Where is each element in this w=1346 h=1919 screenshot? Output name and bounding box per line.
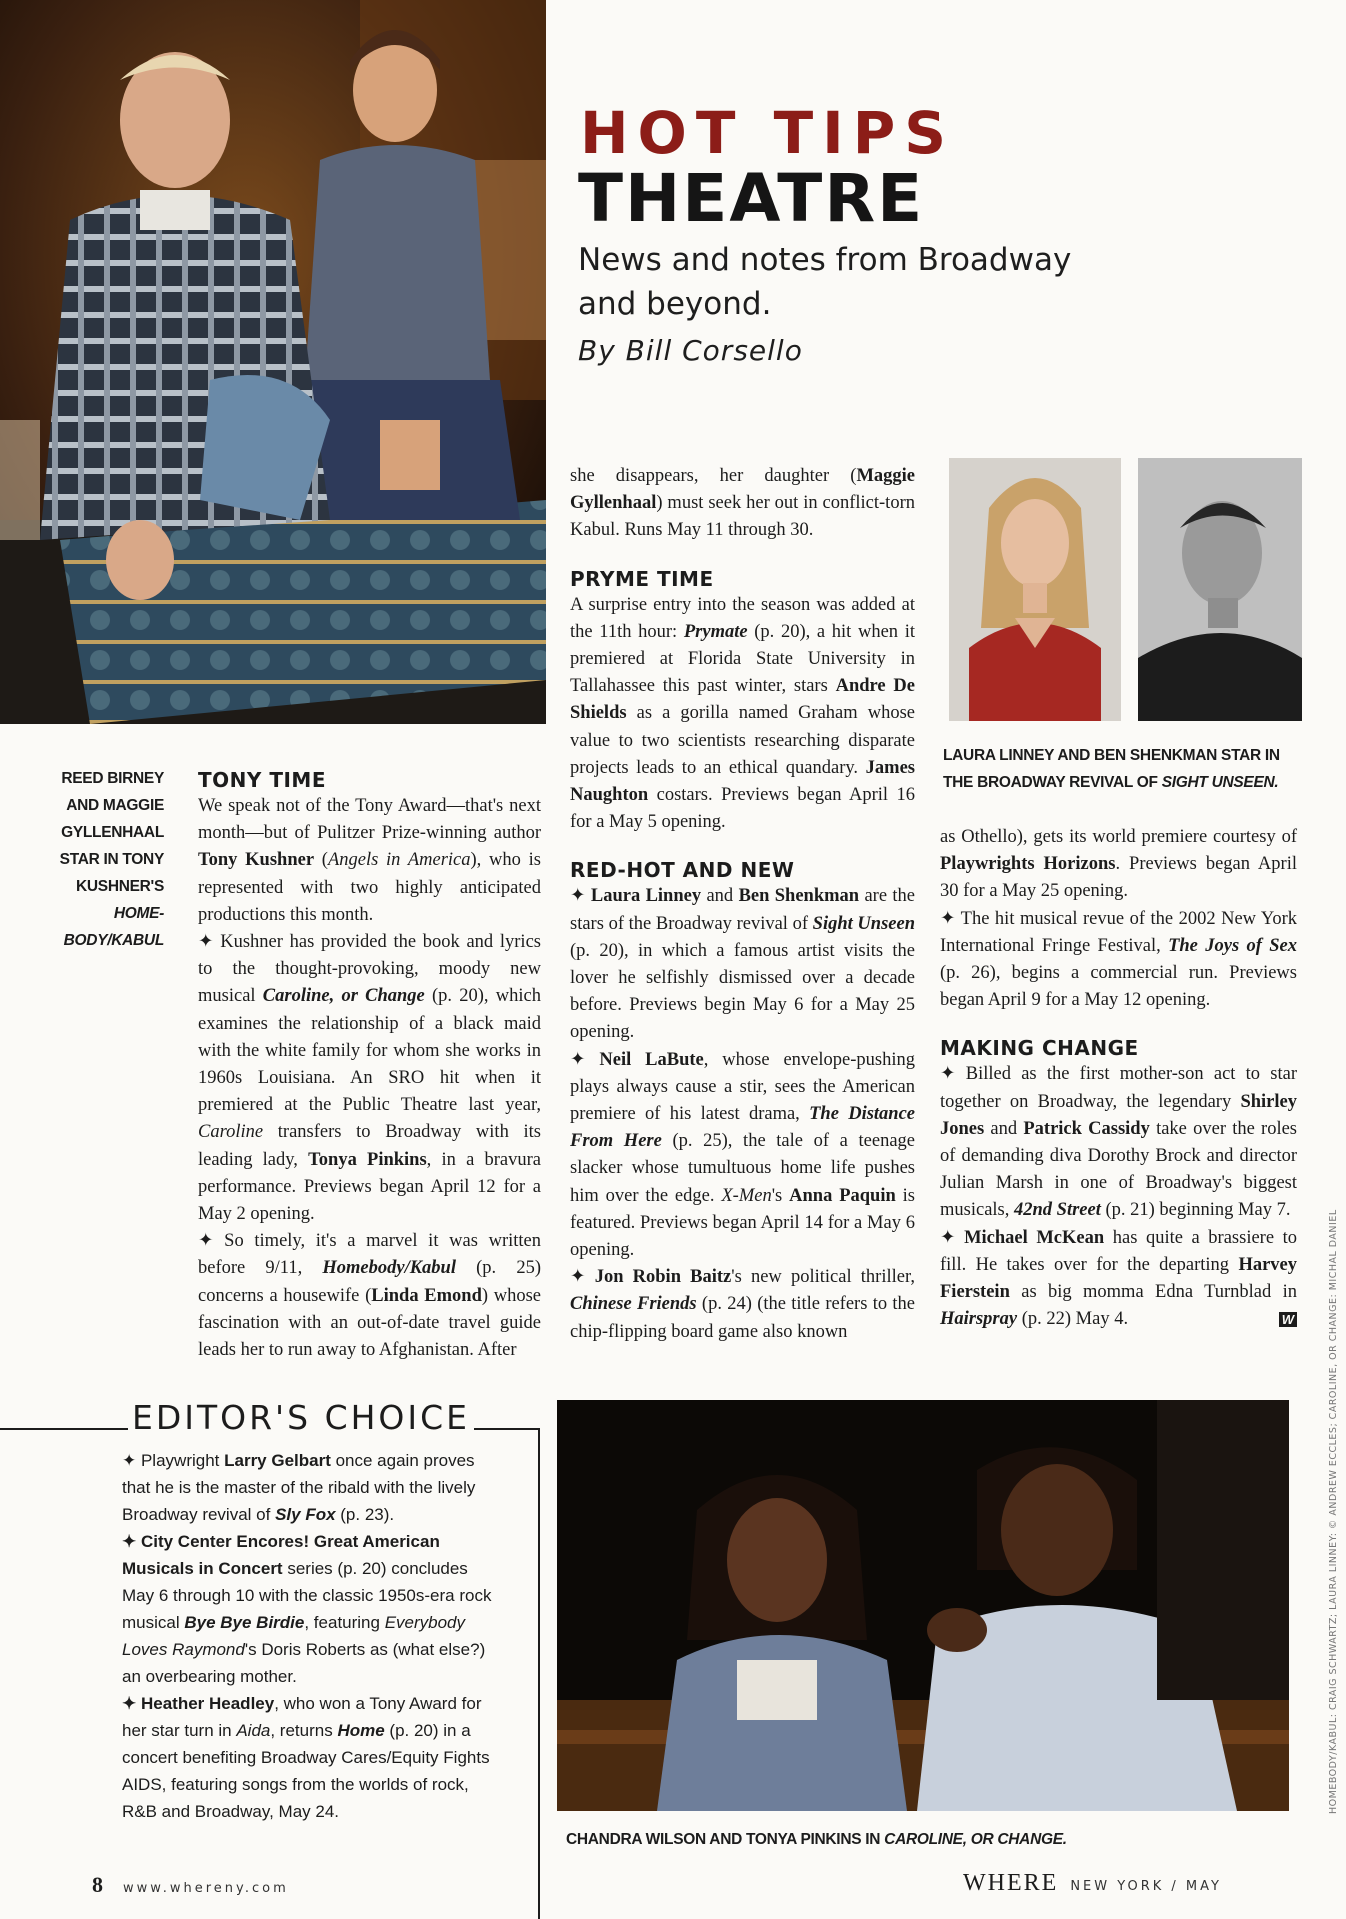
section-title: THEATRE <box>578 160 925 237</box>
page-number: 8 <box>92 1872 103 1897</box>
text: (p. 20), in which a famous artist visits the lover he selfishly dismissed over a decade before. Previews begin May 6 for a May 25 opening. <box>570 940 915 1043</box>
footer-right <box>963 1870 1222 1897</box>
paragraph <box>570 1047 915 1265</box>
name: Tonya Pinkins <box>308 1149 427 1170</box>
subhead-tony-time: TONY TIME <box>198 768 326 792</box>
title: Bye Bye Birdie <box>184 1613 305 1632</box>
text: as Othello), gets its world premiere courtesy of <box>940 827 1297 847</box>
paragraph <box>198 793 541 929</box>
name: Laura Linney <box>590 886 702 907</box>
name: Anna Paquin <box>789 1185 896 1206</box>
text: ✦ <box>570 1267 595 1288</box>
name: Maggie Gyllenhaal <box>570 466 915 514</box>
text: ✦ Billed as the first mother-son act to star together on Broadway, the legendary <box>940 1064 1297 1112</box>
text: ) must seek her out in conflict-torn Kabul. Runs May 11 through 30. <box>570 493 915 541</box>
caption-line: STAR IN TONY <box>59 851 164 868</box>
paragraph <box>570 883 915 1046</box>
text: (p. 20), a hit when it premiered at Florida State University in Tallahassee this past winter, stars <box>570 621 916 697</box>
caption-line: GYLLENHAAL <box>61 824 164 841</box>
paragraph <box>570 592 915 837</box>
text: ✦ So timely, it's a marvel it was written before 9/11, <box>198 1231 541 1279</box>
title: The Joys of Sex <box>1168 935 1297 956</box>
section-kicker: HOT TIPS <box>580 99 956 167</box>
text: ✦ The hit musical revue of the 2002 New York International Fringe Festival, <box>940 908 1297 956</box>
text: she disappears, her daughter ( <box>570 466 857 486</box>
title: Everybody Loves Raymond <box>122 1613 466 1659</box>
left-photo-caption <box>40 765 164 954</box>
text: ), who is represented with two highly anticipated productions this month. <box>198 850 541 925</box>
byline: By Bill Corsello <box>578 334 803 367</box>
title: Chinese Friends <box>570 1294 697 1315</box>
name: Ben Shenkman <box>738 886 860 907</box>
footer-url: www.whereny.com <box>123 1881 289 1896</box>
text: series (p. 20) concludes May 6 through 10 with the classic 1950s-era rock musical <box>122 1559 492 1632</box>
name: Neil LaBute <box>599 1049 704 1070</box>
paragraph <box>940 824 1297 906</box>
footer-edition: NEW YORK / MAY <box>1070 1879 1222 1894</box>
name: Patrick Cassidy <box>1023 1118 1150 1139</box>
end-mark-icon: W <box>1279 1312 1297 1327</box>
caption-line: AND MAGGIE <box>66 797 164 814</box>
title: 42nd Street <box>1014 1200 1101 1221</box>
text: and <box>984 1118 1024 1139</box>
paragraph <box>122 1447 503 1528</box>
spacer <box>570 836 915 858</box>
bottom-photo-caption <box>566 1826 1266 1853</box>
top-stage-photo <box>0 0 546 724</box>
article-column-1 <box>198 768 541 1364</box>
title: Caroline <box>198 1122 264 1143</box>
text: take over the roles of demanding diva Dorothy Brock and director Julian Marsh in one of Broadway's biggest musicals, <box>940 1118 1298 1221</box>
portraits-caption-line2 <box>943 769 1303 796</box>
subhead-red-hot-and-new: RED-HOT AND NEW <box>570 858 795 883</box>
title: Sly Fox <box>275 1505 336 1524</box>
paragraph <box>570 463 915 545</box>
text: ✦ Kushner has provided the book and lyrics to the thought-provoking, moody new musical <box>198 932 541 1007</box>
text: as a gorilla named Graham whose value to two scientists researching disparate projects leads to an ethical quandary. <box>570 703 915 778</box>
text: ( <box>314 850 328 871</box>
name: ✦ City Center Encores! Great American Musicals in Concert <box>122 1532 440 1578</box>
paragraph <box>198 1228 541 1364</box>
caption-line: REED BIRNEY <box>61 770 164 787</box>
caption-line: KUSHNER'S <box>76 878 164 895</box>
portrait-ben-shenkman <box>1138 458 1302 721</box>
text: costars. Previews began April 16 for a May 5 opening. <box>570 785 915 833</box>
title: X-Men <box>721 1185 772 1206</box>
footer-left <box>92 1872 289 1898</box>
paragraph <box>940 906 1297 1015</box>
title: Caroline, or Change <box>262 986 425 1007</box>
editors-choice-text <box>122 1447 503 1825</box>
bottom-caption-text: CHANDRA WILSON AND TONYA PINKINS IN <box>566 1831 885 1848</box>
text: 's Doris Roberts as (what else?) an overbearing mother. <box>122 1640 486 1686</box>
paragraph <box>198 929 541 1228</box>
name: Harvey Fierstein <box>940 1254 1297 1303</box>
text: , returns <box>270 1721 338 1740</box>
text: (p. 20) in a concert benefiting Broadway Cares/Equity Fights AIDS, featuring songs from the worlds of rock, R&B and Broadway, May 24. <box>122 1721 490 1821</box>
text: has quite a brassiere to fill. He takes over for the departing <box>940 1227 1298 1275</box>
text: are the stars of the Broadway revival of <box>570 886 916 934</box>
dek-line-1: News and notes from Broadway <box>578 242 1072 278</box>
title: Angels in America <box>327 850 471 871</box>
text: 's <box>771 1185 790 1206</box>
portraits-caption-title: SIGHT UNSEEN. <box>1161 774 1279 791</box>
text: (p. 23). <box>335 1505 395 1524</box>
name: Michael McKean <box>964 1227 1105 1248</box>
spacer <box>940 1014 1297 1036</box>
text: (p. 22) May 4. <box>1017 1309 1129 1330</box>
title: Homebody/Kabul <box>322 1258 456 1279</box>
caption-line: HOME- <box>113 905 164 922</box>
title: Aida <box>236 1721 271 1740</box>
text: ✦ <box>570 886 591 907</box>
name: Andre De Shields <box>570 676 915 724</box>
article-column-3 <box>940 824 1297 1333</box>
portraits-caption-line2a: THE BROADWAY REVIVAL OF <box>943 774 1162 791</box>
paragraph <box>122 1528 503 1690</box>
paragraph <box>940 1225 1297 1334</box>
text: ✦ <box>940 1227 965 1248</box>
name: Playwrights Horizons <box>940 854 1116 875</box>
text: (p. 25), the tale of a teenage slacker whose tumultuous home life pushes him over the edge. <box>570 1131 915 1206</box>
subhead-pryme-time: PRYME TIME <box>570 566 714 591</box>
text: , whose envelope-pushing plays always cause a stir, sees the American premiere of his latest drama, <box>570 1049 915 1125</box>
caption-line: BODY/KABUL <box>63 932 164 949</box>
text: ✦ <box>570 1049 600 1070</box>
name: ✦ Heather Headley <box>122 1694 275 1713</box>
text: (p. 21) beginning May 7. <box>1100 1200 1291 1221</box>
article-column-2 <box>570 463 915 1346</box>
subhead-making-change: MAKING CHANGE <box>940 1036 1139 1061</box>
name: Jon Robin Baitz <box>594 1267 732 1288</box>
text: 's new political thriller, <box>731 1267 915 1288</box>
title: Home <box>337 1721 385 1740</box>
bottom-caption-title: CAROLINE, OR CHANGE. <box>884 1831 1067 1848</box>
portraits-caption-line1: LAURA LINNEY AND BEN SHENKMAN STAR IN <box>943 747 1280 764</box>
name: Tony Kushner <box>198 850 315 871</box>
name: Linda Emond <box>371 1285 482 1306</box>
title: Sight Unseen <box>812 913 915 934</box>
text: ) whose fascination with an out-of-date travel guide leads her to run away to Afghanistan. After <box>198 1285 541 1361</box>
text: , who won a Tony Award for her star turn in <box>122 1694 482 1740</box>
bottom-stage-photo <box>557 1400 1289 1811</box>
text: (p. 25) concerns a housewife ( <box>198 1258 541 1306</box>
text: ✦ Playwright <box>122 1451 225 1470</box>
text: We speak not of the Tony Award—that's next month—but of Pulitzer Prize-winning author <box>198 796 541 844</box>
dek-line-2: and beyond. <box>578 286 772 322</box>
paragraph <box>122 1690 503 1825</box>
text: , featuring <box>304 1613 385 1632</box>
text: (p. 20), which examines the relationship of a black maid with the white family for whom she works in 1960s Louisiana. An SRO hit when it premiered at the Public Theatre last year, <box>198 986 541 1116</box>
paragraph <box>940 1061 1297 1224</box>
text: as big momma Edna Turnblad in <box>1009 1282 1297 1303</box>
text: , in a bravura performance. Previews began April 12 for a May 2 opening. <box>198 1149 541 1225</box>
text: and <box>701 886 739 907</box>
title: The Distance From Here <box>570 1104 916 1152</box>
footer-brand: WHERE <box>963 1870 1059 1896</box>
text: transfers to Broadway with its leading lady, <box>198 1122 541 1170</box>
text: (p. 26), begins a commercial run. Previews began April 9 for a May 12 opening. <box>940 963 1297 1011</box>
name: Shirley Jones <box>940 1091 1297 1139</box>
portraits-caption <box>943 742 1303 796</box>
portrait-laura-linney <box>949 458 1121 721</box>
name: James Naughton <box>570 757 915 806</box>
title: Prymate <box>683 621 748 642</box>
spacer <box>570 545 915 567</box>
title: Hairspray <box>940 1309 1018 1330</box>
editors-choice-heading: EDITOR'S CHOICE <box>128 1401 474 1434</box>
paragraph <box>570 1264 915 1346</box>
text: . Previews began April 30 for a May 25 opening. <box>940 854 1297 902</box>
text: once again proves that he is the master of the ribald with the lively Broadway revival of <box>122 1451 476 1524</box>
text: A surprise entry into the season was added at the 11th hour: <box>570 594 915 642</box>
text: is featured. Previews began April 14 for a May 6 opening. <box>570 1185 915 1261</box>
section-dek <box>578 238 1071 326</box>
text: (p. 24) (the title refers to the chip-flipping board game also known <box>570 1294 915 1342</box>
name: Larry Gelbart <box>224 1451 331 1470</box>
photo-credit: HOMEBODY/KABUL: CRAIG SCHWARTZ; LAURA LINNEY: © ANDREW ECCLES; CAROLINE, OR CHANGE: MICHAL DANIEL <box>1328 1209 1339 1814</box>
